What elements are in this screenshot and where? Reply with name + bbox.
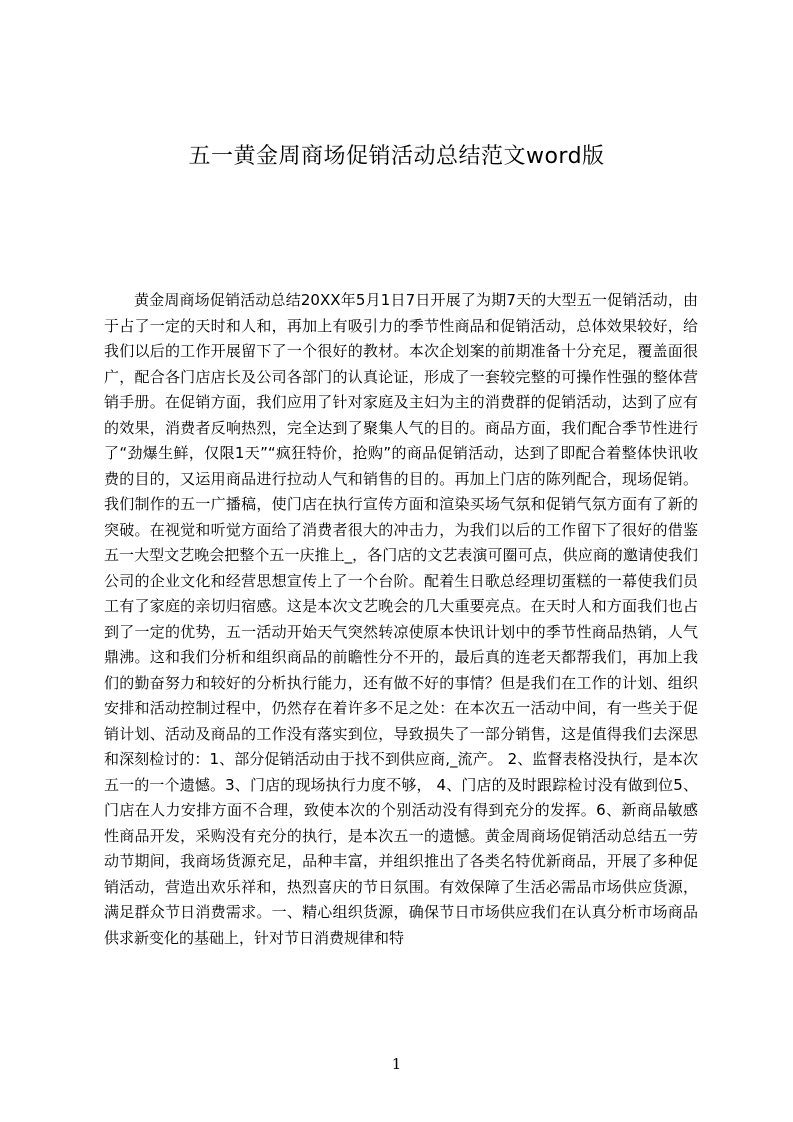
page-number: 1 — [391, 1055, 402, 1073]
document-body-paragraph: 黄金周商场促销活动总结20XX年5月1日7日开展了为期7天的大型五一促销活动，由于占了一定的天时和人和，再加上有吸引力的季节性商品和促销活动，总体效果较好，给我们以后的工作开展留下了一个很好的教材。本次企划案的前期准备十分充足，覆盖面很广，配合各门店店长及公司各部门的认真论证，形成了一套较完整的可操作性强的整体营销手册。在促销方面，我们应用了针对家庭及主妇为主的消费群的促销活动，达到了应有的效果，消费者反响热烈，完全达到了聚集人气的目的。商品方面，我们配合季节性进行了“劲爆生鲜，仅限1天”“疯狂特价，抢购”的商品促销活动，达到了即配合着整体快讯收费的目的，又运用商品进行拉动人气和销售的目的。再加上门店的陈列配合，现场促销。我们制作的五一广播稿，使门店在执行宣传方面和渲染买场气氛和促销气氛方面有了新的突破。在视觉和听觉方面给了消费者很大的冲击力，为我们以后的工作留下了很好的借鉴五一大型文艺晚会把整个五一庆推上_，各门店的文艺表演可圈可点，供应商的邀请使我们公司的企业文化和经营思想宣传上了一个台阶。配着生日歌总经理切蛋糕的一幕使我们员工有了家庭的亲切归宿感。这是本次文艺晚会的几大重要亮点。在天时人和方面我们也占到了一定的优势，五一活动开始天气突然转凉使原本快讯计划中的季节性商品热销，人气鼎沸。这和我们分析和组织商品的前瞻性分不开的，最后真的连老天都帮我们，再加上我们的勤奋努力和较好的分析执行能力，还有做不好的事情？但是我们在工作的计划、组织安排和活动控制过程中，仍然存在着许多不足之处：在本次五一活动中间，有一些关于促销计划、活动及商品的工作没有落实到位，导致损失了一部分销售，这是值得我们去深思和深刻检讨的：1、部分促销活动由于找不到供应商,_流产。 2、监督表格没执行，是本次五一的一个遗憾。3、门店的现场执行力度不够， 4、门店的及时跟踪检讨没有做到位5、门店在人力安排方面不合理，致使本次的个别活动没有得到充分的发挥。6、新商品敏感性商品开发，采购没有充分的执行，是本次五一的遗憾。黄金周商场促销活动总结五一劳动节期间，我商场货源充足，品种丰富，并组织推出了各类名特优新商品，开展了多种促销活动，营造出欢乐祥和，热烈喜庆的节日氛围。有效保障了生活必需品市场供应货源，满足群众节日消费需求。一、精心组织货源，确保节日市场供应我们在认真分析市场商品供求新变化的基础上，针对节日消费规律和特 — [104, 291, 698, 947]
document-title: 五一黄金周商场促销活动总结范文word版 — [188, 144, 605, 169]
